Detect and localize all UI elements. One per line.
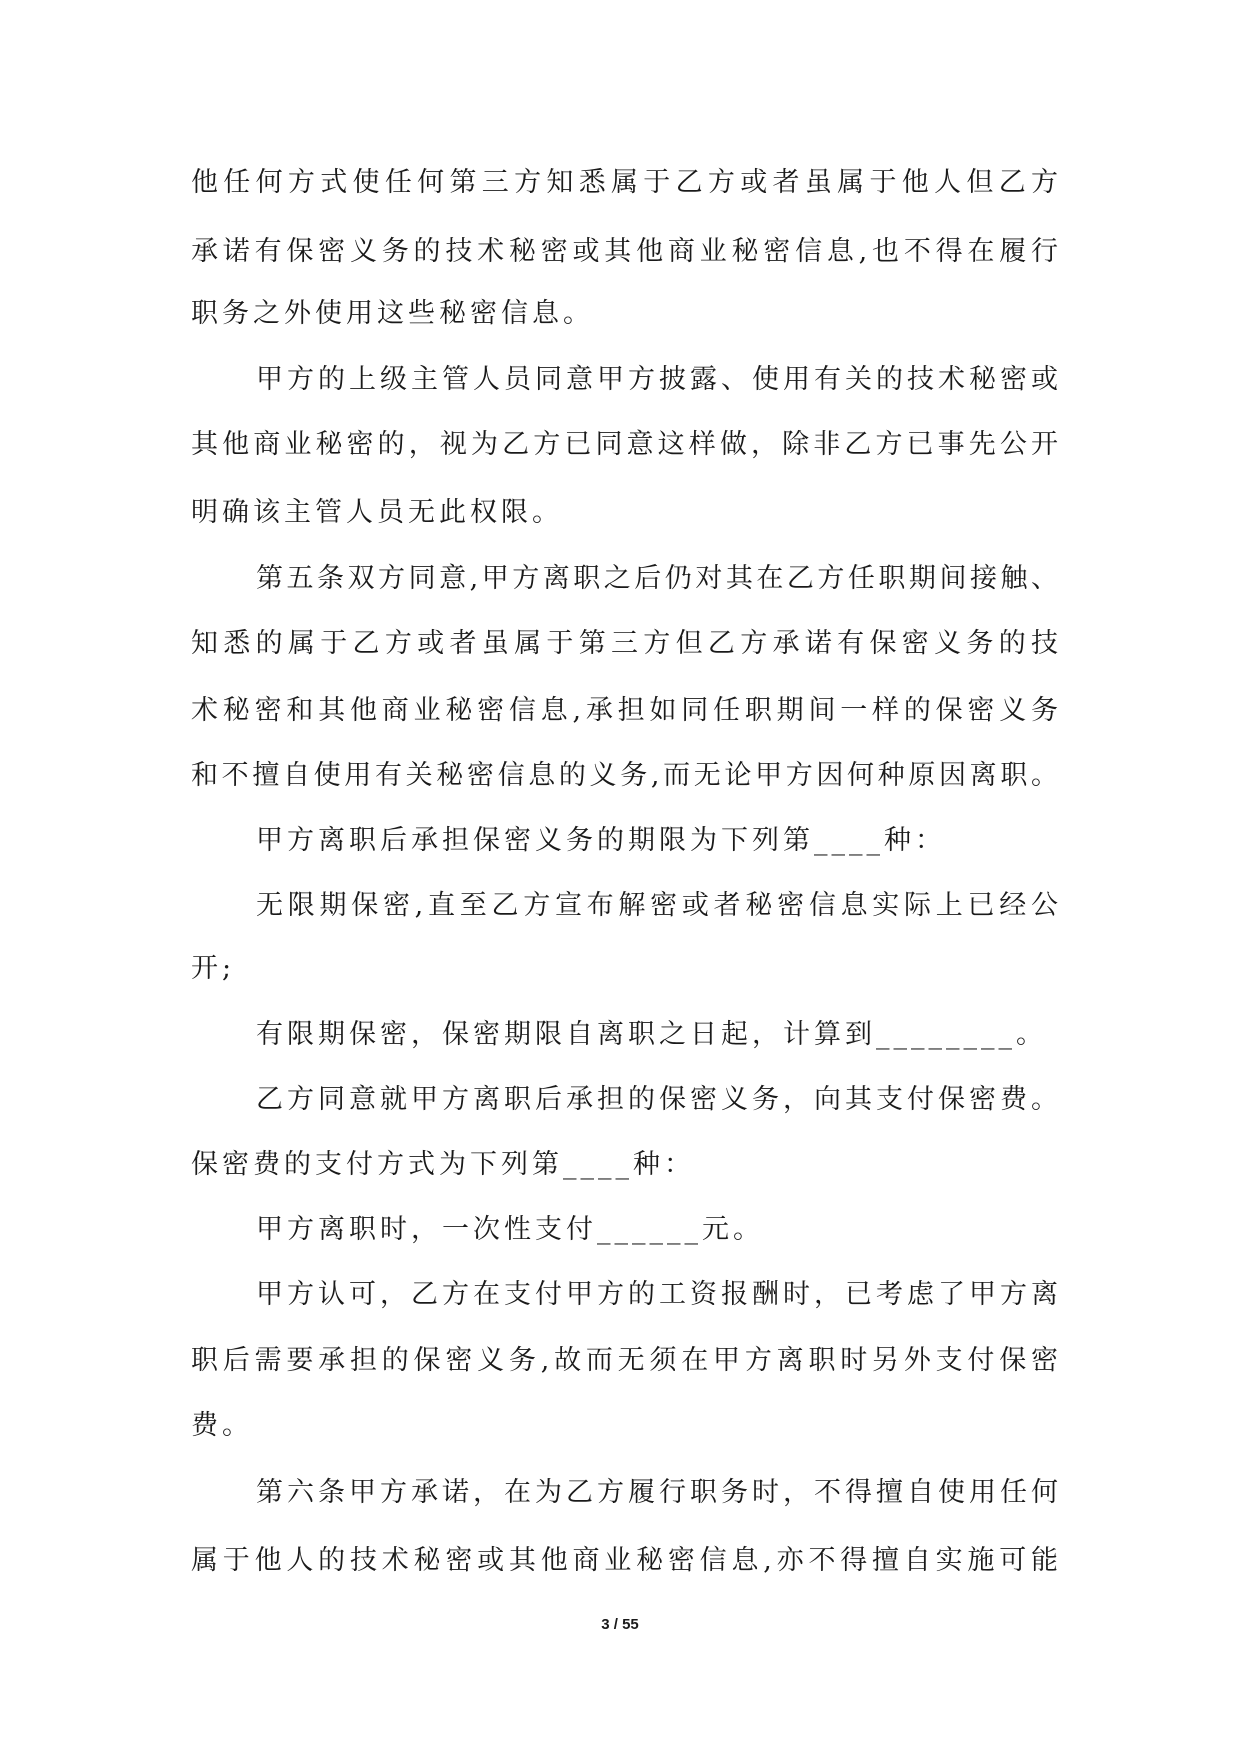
body-line: 他任何方式使任何第三方知悉属于乙方或者虽属于他人但乙方: [191, 167, 1058, 198]
body-line: 有限期保密，保密期限自离职之日起，计算到________。: [256, 1019, 1047, 1050]
body-line: 职后需要承担的保密义务,故而无须在甲方离职时另外支付保密: [191, 1345, 1058, 1376]
body-line: 甲方认可，乙方在支付甲方的工资报酬时，已考虑了甲方离: [256, 1279, 1058, 1310]
body-line: 第五条双方同意,甲方离职之后仍对其在乙方任职期间接触、: [256, 563, 1058, 594]
body-line: 费。: [191, 1410, 253, 1441]
page-number: 3 / 55: [601, 1616, 639, 1633]
body-line: 职务之外使用这些秘密信息。: [191, 298, 594, 329]
body-line: 明确该主管人员无此权限。: [191, 497, 563, 528]
body-line: 保密费的支付方式为下列第____种：: [191, 1149, 695, 1180]
body-line: 甲方离职时，一次性支付______元。: [256, 1214, 764, 1245]
body-line: 甲方离职后承担保密义务的期限为下列第____种：: [256, 825, 946, 856]
body-line: 和不擅自使用有关秘密信息的义务,而无论甲方因何种原因离职。: [191, 760, 1058, 791]
body-line: 无限期保密,直至乙方宣布解密或者秘密信息实际上已经公: [256, 890, 1058, 921]
body-line: 乙方同意就甲方离职后承担的保密义务，向其支付保密费。: [256, 1084, 1058, 1115]
body-line: 术秘密和其他商业秘密信息,承担如同任职期间一样的保密义务: [191, 695, 1058, 726]
body-line: 开;: [191, 953, 236, 984]
body-line: 其他商业秘密的，视为乙方已同意这样做，除非乙方已事先公开: [191, 429, 1058, 460]
body-line: 知悉的属于乙方或者虽属于第三方但乙方承诺有保密义务的技: [191, 628, 1058, 659]
body-line: 承诺有保密义务的技术秘密或其他商业秘密信息,也不得在履行: [191, 236, 1058, 267]
body-line: 第六条甲方承诺，在为乙方履行职务时，不得擅自使用任何: [256, 1477, 1058, 1508]
body-line: 甲方的上级主管人员同意甲方披露、使用有关的技术秘密或: [256, 364, 1058, 395]
body-line: 属于他人的技术秘密或其他商业秘密信息,亦不得擅自实施可能: [191, 1545, 1058, 1576]
